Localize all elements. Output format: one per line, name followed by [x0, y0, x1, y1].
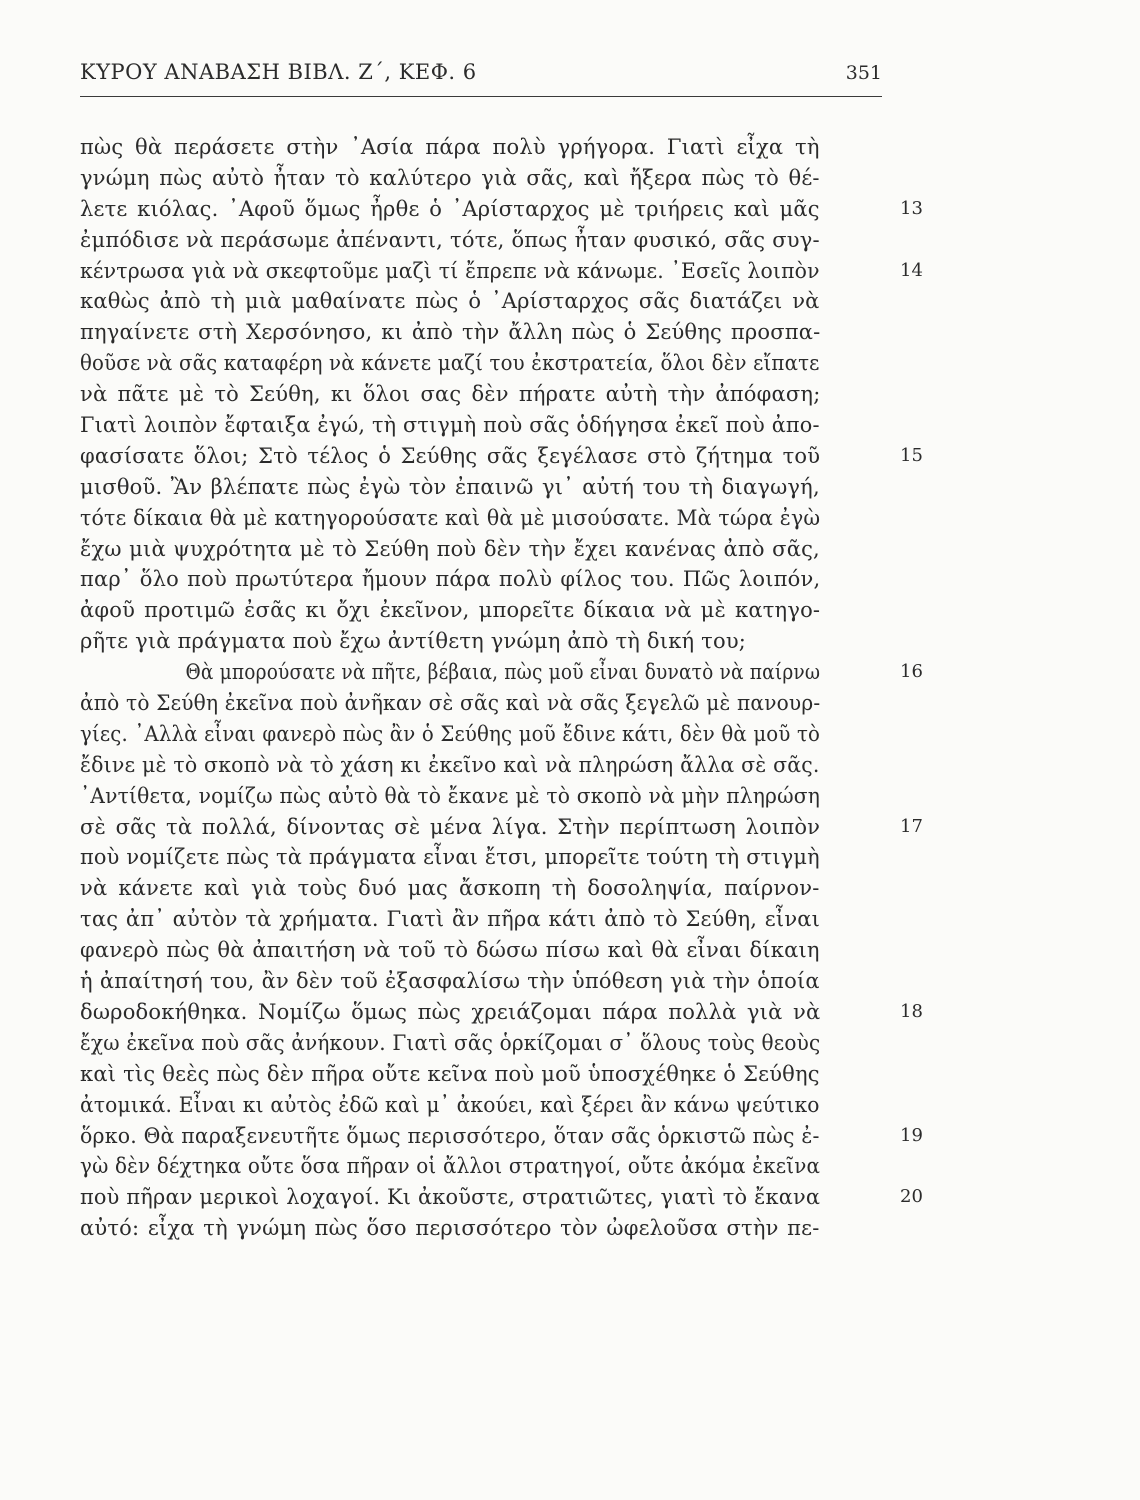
line-text: δωροδοκήθηκα. Νομίζω ὅμως πὼς χρειάζομαι πάρα πολλὰ γιὰ νὰ	[80, 999, 821, 1024]
line-text: παρ᾿ ὅλο ποὺ πρωτύτερα ἤμουν πάρα πολὺ φίλος του. Πῶς λοιπόν,	[80, 567, 821, 592]
line-text: φανερὸ πὼς θὰ ἀπαιτήση νὰ τοῦ τὸ δώσω πίσω καὶ θὰ εἶναι δίκαιη	[80, 938, 820, 963]
line-text: λετε κιόλας. ᾿Αφοῦ ὅμως ἦρθε ὁ ᾿Αρίσταρχος μὲ τριήρεις καὶ μᾶς	[80, 196, 820, 221]
text-line	[80, 904, 882, 935]
text-line	[80, 1151, 882, 1182]
line-text: μισθοῦ. Ἂν βλέπατε πὼς ἐγὼ τὸν ἐπαινῶ γι᾿ αὐτή του τὴ διαγωγή,	[80, 474, 820, 499]
text-line	[80, 564, 882, 595]
text-line	[80, 997, 923, 1028]
section-number: 15	[900, 444, 923, 466]
line-text: γὼ δὲν δέχτηκα οὔτε ὅσα πῆραν οἱ ἄλλοι στρατηγοί, οὔτε ἀκόμα ἐκεῖνα	[80, 1154, 821, 1179]
text-line	[80, 317, 882, 348]
line-text: Γιατὶ λοιπὸν ἔφταιξα ἐγώ, τὴ στιγμὴ ποὺ σᾶς ὁδήγησα ἐκεῖ ποὺ ἀπο-	[80, 413, 820, 438]
text-line	[80, 163, 882, 194]
text-line	[80, 410, 882, 441]
line-text: γνώμη πὼς αὐτὸ ἦταν τὸ καλύτερο γιὰ σᾶς, καὶ ἤξερα πὼς τὸ θέ-	[80, 165, 820, 190]
line-text: κέντρωσα γιὰ νὰ σκεφτοῦμε μαζὶ τί ἔπρεπε νὰ κάνωμε. ᾿Εσεῖς λοιπὸν	[80, 258, 820, 283]
section-number: 14	[900, 259, 923, 281]
text-line	[80, 873, 882, 904]
line-text: ἀφοῦ προτιμῶ ἐσᾶς κι ὄχι ἐκεῖνον, μπορεῖτε δίκαια νὰ μὲ κατηγο-	[80, 598, 821, 623]
text-line	[80, 812, 923, 843]
text-line	[80, 966, 882, 997]
text-line	[80, 1059, 882, 1090]
line-text: νὰ πᾶτε μὲ τὸ Σεύθη, κι ὅλοι σας δὲν πήρατε αὐτὴ τὴν ἀπόφαση;	[80, 382, 821, 407]
line-text: καθὼς ἀπὸ τὴ μιὰ μαθαίνατε πὼς ὁ ᾿Αρίσταρχος σᾶς διατάζει νὰ	[80, 289, 820, 314]
section-number: 16	[900, 661, 923, 683]
line-text: σὲ σᾶς τὰ πολλά, δίνοντας σὲ μένα λίγα. Στὴν περίπτωση λοιπὸν	[80, 814, 821, 839]
line-text: αὐτό: εἶχα τὴ γνώμη πὼς ὅσο περισσότερο τὸν ὠφελοῦσα στὴν πε-	[80, 1216, 820, 1241]
text-line	[80, 657, 923, 688]
text-line	[80, 348, 882, 379]
text-line	[80, 1213, 882, 1244]
text-line	[80, 194, 923, 225]
text-line	[80, 781, 882, 812]
line-text: τότε δίκαια θὰ μὲ κατηγορούσατε καὶ θὰ μὲ μισούσατε. Μὰ τώρα ἐγὼ	[80, 505, 821, 530]
text-line	[80, 534, 882, 565]
line-text: ἡ ἀπαίτησή του, ἂν δὲν τοῦ ἐξασφαλίσω τὴν ὑπόθεση γιὰ τὴν ὁποία	[80, 969, 820, 994]
line-text: τας ἀπ᾿ αὐτὸν τὰ χρήματα. Γιατὶ ἂν πῆρα κάτι ἀπὸ τὸ Σεύθη, εἶναι	[80, 907, 821, 932]
text-line	[80, 688, 882, 719]
line-text: ποὺ πῆραν μερικοὶ λοχαγοί. Κι ἀκοῦστε, στρατιῶτες, γιατὶ τὸ ἔκανα	[80, 1185, 821, 1210]
text-line	[80, 1090, 882, 1121]
line-text: ρῆτε γιὰ πράγματα ποὺ ἔχω ἀντίθετη γνώμη ἀπὸ τὴ δική του;	[80, 629, 747, 654]
text-line	[80, 935, 882, 966]
text-line	[80, 441, 923, 472]
section-number: 20	[900, 1186, 923, 1208]
section-number: 18	[900, 1000, 923, 1022]
text-line	[80, 132, 882, 163]
line-text: ἔχω ἐκεῖνα ποὺ σᾶς ἀνήκουν. Γιατὶ σᾶς ὁρκίζομαι σ᾿ ὅλους τοὺς θεοὺς	[80, 1030, 821, 1055]
body-text	[80, 132, 923, 1244]
line-text: Θὰ μπορούσατε νὰ πῆτε, βέβαια, πὼς μοῦ εἶναι δυνατὸ νὰ παίρνω	[185, 660, 821, 685]
running-head: ΚΥΡΟΥ ΑΝΑΒΑΣΗ ΒΙΒΛ. Ζ΄, ΚΕΦ. 6	[80, 60, 477, 84]
page-number: 351	[845, 62, 882, 84]
text-line	[80, 626, 882, 657]
section-number: 13	[900, 197, 923, 219]
line-text: πὼς θὰ περάσετε στὴν ᾿Ασία πάρα πολὺ γρήγορα. Γιατὶ εἶχα τὴ	[80, 135, 820, 159]
section-number: 17	[900, 815, 923, 837]
text-line	[80, 719, 882, 750]
text-line	[80, 286, 882, 317]
text-line	[80, 379, 882, 410]
page-header	[80, 56, 882, 97]
text-line	[80, 1121, 923, 1152]
line-text: ἀπὸ τὸ Σεύθη ἐκεῖνα ποὺ ἀνῆκαν σὲ σᾶς καὶ νὰ σᾶς ξεγελῶ μὲ πανουρ-	[80, 691, 821, 716]
text-line	[80, 503, 882, 534]
line-text: πηγαίνετε στὴ Χερσόνησο, κι ἀπὸ τὴν ἄλλη πὼς ὁ Σεύθης προσπα-	[80, 320, 821, 345]
text-line	[80, 1182, 923, 1213]
line-text: ἔχω μιὰ ψυχρότητα μὲ τὸ Σεύθη ποὺ δὲν τὴν ἔχει κανένας ἀπὸ σᾶς,	[80, 536, 820, 561]
line-text: θοῦσε νὰ σᾶς καταφέρη νὰ κάνετε μαζί του ἐκστρατεία, ὅλοι δὲν εἴπατε	[80, 351, 820, 376]
text-line	[80, 472, 882, 503]
line-text: ᾿Αντίθετα, νομίζω πὼς αὐτὸ θὰ τὸ ἔκανε μὲ τὸ σκοπὸ νὰ μὴν πληρώση	[80, 783, 821, 808]
line-text: ἐμπόδισε νὰ περάσωμε ἀπέναντι, τότε, ὅπως ἦταν φυσικό, σᾶς συγ-	[80, 227, 820, 252]
line-text: ποὺ νομίζετε πὼς τὰ πράγματα εἶναι ἔτσι, μπορεῖτε τούτη τὴ στιγμὴ	[80, 845, 820, 870]
line-text: ἀτομικά. Εἶναι κι αὐτὸς ἐδῶ καὶ μ᾿ ἀκούει, καὶ ξέρει ἂν κάνω ψεύτικο	[80, 1092, 820, 1117]
text-line	[80, 256, 923, 287]
text-line	[80, 1028, 882, 1059]
text-line	[80, 842, 882, 873]
line-text: φασίσατε ὅλοι; Στὸ τέλος ὁ Σεύθης σᾶς ξεγέλασε στὸ ζήτημα τοῦ	[80, 443, 821, 468]
line-text: νὰ κάνετε καὶ γιὰ τοὺς δυό μας ἄσκοπη τὴ δοσοληψία, παίρνον-	[80, 876, 820, 901]
text-line	[80, 595, 882, 626]
text-line	[80, 225, 882, 256]
line-text: ὅρκο. Θὰ παραξενευτῆτε ὅμως περισσότερο, ὅταν σᾶς ὁρκιστῶ πὼς ἐ-	[80, 1123, 820, 1148]
text-line	[80, 750, 882, 781]
section-number: 19	[900, 1124, 923, 1146]
line-text: καὶ τὶς θεὲς πὼς δὲν πῆρα οὔτε κεῖνα ποὺ μοῦ ὑποσχέθηκε ὁ Σεύθης	[80, 1061, 820, 1086]
line-text: γίες. ᾿Αλλὰ εἶναι φανερὸ πὼς ἂν ὁ Σεύθης μοῦ ἔδινε κάτι, δὲν θὰ μοῦ τὸ	[80, 721, 821, 746]
line-text: ἔδινε μὲ τὸ σκοπὸ νὰ τὸ χάση κι ἐκεῖνο καὶ νὰ πληρώση ἄλλα σὲ σᾶς.	[80, 752, 820, 777]
